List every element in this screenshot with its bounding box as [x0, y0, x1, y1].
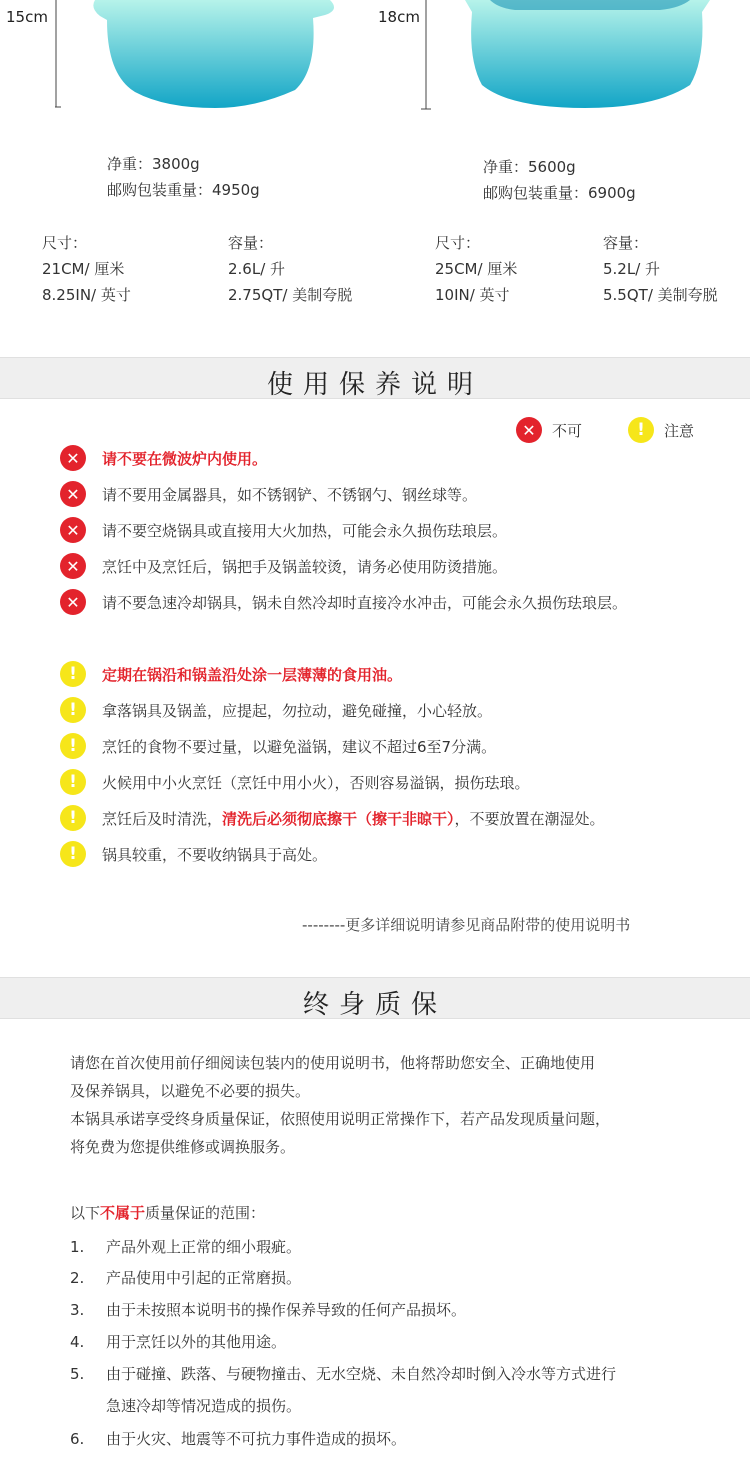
list-item-no	[60, 516, 507, 544]
no-item-text: 请不要用金属器具，如不锈钢铲、不锈钢勺、钢丝球等。	[102, 485, 478, 504]
caution-icon: !	[60, 805, 86, 831]
net-weight-large: 净重：5600g	[483, 158, 576, 176]
pack-weight-small: 邮购包装重量：4950g	[107, 181, 260, 199]
product-image-large-pot	[420, 0, 740, 112]
caution-icon: !	[60, 769, 86, 795]
no-icon: ✕	[60, 553, 86, 579]
size-cm-large: 25CM/ 厘米	[435, 260, 518, 278]
list-item: 1. 产品外观上正常的细小瑕疵。	[70, 1238, 302, 1256]
care-footnote: --------更多详细说明请参见商品附带的使用说明书	[302, 916, 631, 934]
warranty-section-header	[0, 977, 750, 1019]
size-in-large: 10IN/ 英寸	[435, 286, 510, 304]
size-cm-small: 21CM/ 厘米	[42, 260, 125, 278]
caution-icon: !	[60, 697, 86, 723]
size-in-small: 8.25IN/ 英寸	[42, 286, 131, 304]
list-item-caution	[60, 840, 327, 868]
caution-item-text	[102, 808, 605, 829]
capacity-l-large: 5.2L/ 升	[603, 260, 661, 278]
net-weight-small: 净重：3800g	[107, 155, 200, 173]
exclusion-prefix: 以下	[70, 1204, 101, 1222]
list-item: 6. 由于火灾、地震等不可抗力事件造成的损坏。	[70, 1430, 407, 1448]
caution-text-before: 烹饪后及时清洗，	[102, 809, 223, 828]
no-item-text: 请不要在微波炉内使用。	[102, 449, 268, 468]
list-item: 5. 由于碰撞、跌落、与硬物撞击、无水空烧、未自然冷却时倒入冷水等方式进行	[70, 1365, 617, 1383]
list-item-caution	[60, 732, 496, 760]
caution-icon: !	[60, 661, 86, 687]
no-item-text: 请不要急速冷却锅具，锅未自然冷却时直接冷水冲击，可能会永久损伤珐琅层。	[102, 593, 628, 612]
capacity-qt-large: 5.5QT/ 美制夸脱	[603, 286, 718, 304]
list-item-caution	[60, 768, 530, 796]
legend-caution-label: 注意	[664, 421, 695, 440]
height-label-small: 15cm	[6, 8, 48, 26]
no-item-text: 请不要空烧锅具或直接用大火加热，可能会永久损伤珐琅层。	[102, 521, 508, 540]
warranty-title: 终身质保	[302, 990, 447, 1020]
height-label-large: 18cm	[378, 8, 420, 26]
list-item-no	[60, 444, 267, 472]
exclusion-suffix: 质量保证的范围：	[145, 1204, 266, 1222]
caution-item-text: 锅具较重，不要收纳锅具于高处。	[102, 845, 328, 864]
care-title: 使用保养说明	[266, 370, 483, 400]
warranty-para2-line1: 本锅具承诺享受终身质量保证，依照使用说明正常操作下，若产品发现质量问题，	[70, 1110, 611, 1128]
caution-icon: !	[60, 733, 86, 759]
list-item-caution	[60, 660, 402, 688]
warranty-para1-line2: 及保养锅具，以避免不必要的损失。	[70, 1082, 311, 1100]
size-label-small: 尺寸：	[42, 234, 88, 252]
product-image-small-pot	[55, 0, 355, 110]
list-item-caution	[60, 696, 492, 724]
list-item: 2. 产品使用中引起的正常磨损。	[70, 1269, 302, 1287]
capacity-qt-small: 2.75QT/ 美制夸脱	[228, 286, 353, 304]
list-item-no	[60, 552, 507, 580]
caution-text-after: ，不要放置在潮湿处。	[454, 809, 605, 828]
no-icon: ✕	[60, 517, 86, 543]
pack-weight-large: 邮购包装重量：6900g	[483, 184, 636, 202]
care-section-header	[0, 357, 750, 399]
list-item-no	[60, 480, 477, 508]
warranty-para1-line1: 请您在首次使用前仔细阅读包装内的使用说明书，他将帮助您安全、正确地使用	[70, 1054, 596, 1072]
caution-item-text: 拿落锅具及锅盖，应提起，勿拉动，避免碰撞，小心轻放。	[102, 701, 493, 720]
size-label-large: 尺寸：	[435, 234, 481, 252]
caution-item-text: 定期在锅沿和锅盖沿处涂一层薄薄的食用油。	[102, 665, 403, 684]
caution-icon: !	[60, 841, 86, 867]
list-item: 3. 由于未按照本说明书的操作保养导致的任何产品损坏。	[70, 1301, 467, 1319]
capacity-label-small: 容量：	[228, 234, 274, 252]
list-item: 4. 用于烹饪以外的其他用途。	[70, 1333, 287, 1351]
legend-no	[516, 417, 582, 443]
list-item: 急速冷却等情况造成的损伤。	[106, 1397, 302, 1415]
list-item-caution	[60, 804, 605, 832]
exclusion-heading	[70, 1202, 265, 1223]
no-item-text: 烹饪中及烹饪后，锅把手及锅盖较烫，请务必使用防烫措施。	[102, 557, 508, 576]
legend-caution	[628, 417, 694, 443]
capacity-l-small: 2.6L/ 升	[228, 260, 286, 278]
exclusion-highlight: 不属于	[100, 1204, 146, 1222]
caution-item-text: 火候用中小火烹饪（烹饪中用小火），否则容易溢锅，损伤珐琅。	[102, 773, 530, 792]
list-item-no	[60, 588, 627, 616]
caution-item-text: 烹饪的食物不要过量，以避免溢锅，建议不超过6至7分满。	[102, 737, 497, 756]
no-icon: ✕	[60, 481, 86, 507]
caution-text-highlight: 清洗后必须彻底擦干（擦干非晾干）	[222, 809, 455, 828]
no-icon: ✕	[60, 445, 86, 471]
no-icon: ✕	[516, 417, 542, 443]
caution-icon: !	[628, 417, 654, 443]
legend-no-label: 不可	[552, 421, 583, 440]
warranty-para2-line2: 将免费为您提供维修或调换服务。	[70, 1138, 296, 1156]
no-icon: ✕	[60, 589, 86, 615]
capacity-label-large: 容量：	[603, 234, 649, 252]
